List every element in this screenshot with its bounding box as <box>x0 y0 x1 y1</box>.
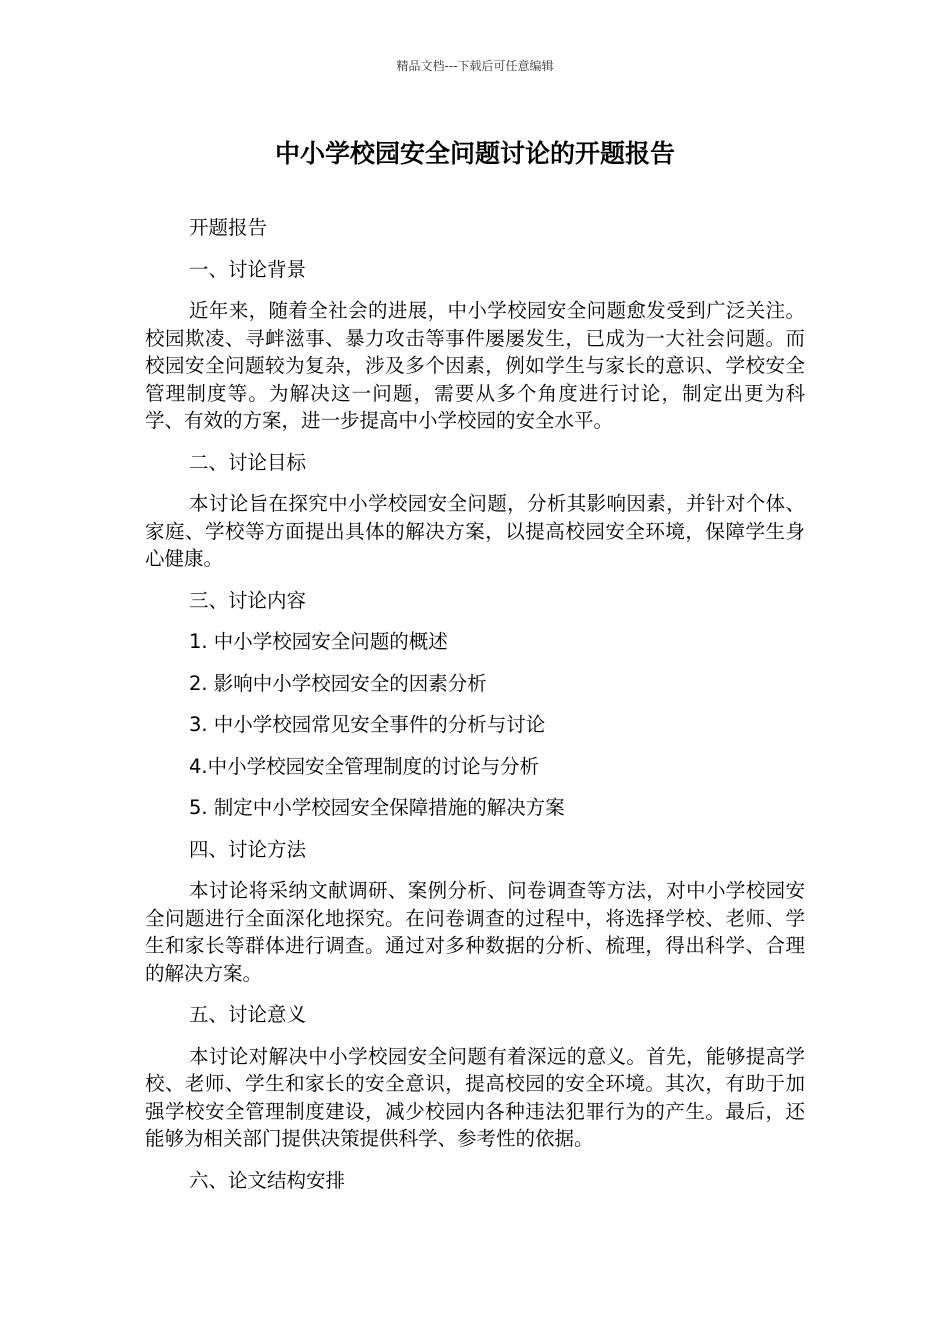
section-heading-significance: 五、讨论意义 <box>189 1003 307 1026</box>
content-list-item: 5. 制定中小学校园安全保障措施的解决方案 <box>189 796 565 819</box>
paragraph-methods: 本讨论将采纳文献调研、案例分析、问卷调查等方法，对中小学校园安全问题进行全面深化地探究。在问卷调查的过程中，将选择学校、老师、学生和家长等群体进行调查。通过对多种数据的分析、梳理，得出科学、合理的解决方案。 <box>145 879 805 985</box>
section-heading-structure: 六、论文结构安排 <box>189 1168 346 1192</box>
header-note: 精品文档---下载后可任意编辑 <box>396 59 554 73</box>
document-body <box>145 214 805 1208</box>
paragraph-significance: 本讨论对解决中小学校园安全问题有着深远的意义。首先，能够提高学校、老师、学生和家长的安全意识，提高校园的安全环境。其次，有助于加强学校安全管理制度建设，减少校园内各种违法犯罪行为的产生。最后，还能够为相关部门提供决策提供科学、参考性的依据。 <box>145 1044 805 1150</box>
section-heading-methods: 四、讨论方法 <box>189 837 307 861</box>
paragraph-background: 近年来，随着全社会的进展，中小学校园安全问题愈发受到广泛关注。校园欺凌、寻衅滋事、暴力攻击等事件屡屡发生，已成为一大社会问题。而校园安全问题较为复杂，涉及多个因素，例如学生与家长的意识、学校安全管理制度等。为解决这一问题，需要从多个角度进行讨论，制定出更为科学、有效的方案，进一步提高中小学校园的安全水平。 <box>145 299 805 432</box>
paragraph-goals: 本讨论旨在探究中小学校园安全问题，分析其影响因素，并针对个体、家庭、学校等方面提出具体的解决方案，以提高校园安全环境，保障学生身心健康。 <box>145 492 805 570</box>
content-list-item: 3. 中小学校园常见安全事件的分析与讨论 <box>189 713 546 736</box>
section-heading-content: 三、讨论内容 <box>189 588 307 612</box>
content-list-item: 4.中小学校园安全管理制度的讨论与分析 <box>189 754 540 778</box>
section-heading-background: 一、讨论背景 <box>189 257 307 281</box>
section-heading-goals: 二、讨论目标 <box>189 450 307 474</box>
content-list-item: 1. 中小学校园安全问题的概述 <box>189 630 448 653</box>
content-list-item: 2. 影响中小学校园安全的因素分析 <box>189 671 487 695</box>
section-heading-report: 开题报告 <box>189 216 268 239</box>
document-title: 中小学校园安全问题讨论的开题报告 <box>274 139 675 168</box>
